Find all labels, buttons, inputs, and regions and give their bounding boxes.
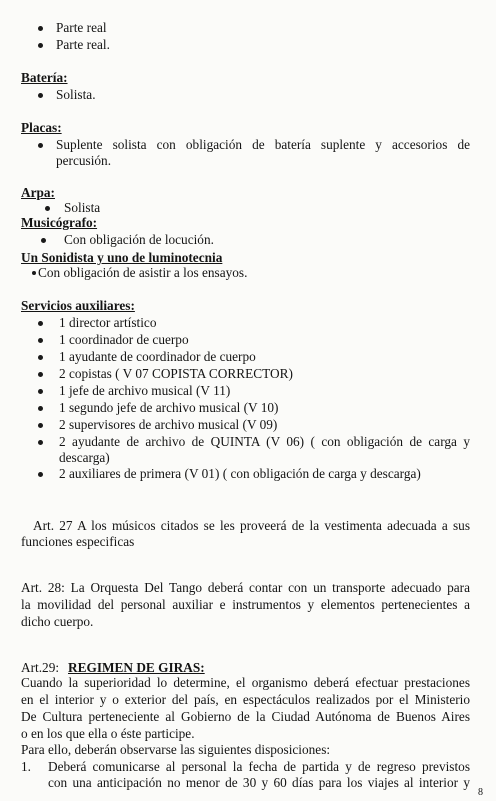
bullet — [38, 93, 43, 98]
section-heading-musicografo: Musicógrafo: — [21, 215, 98, 230]
bullet — [38, 406, 43, 411]
numbered-item-marker: 1. — [21, 759, 31, 774]
list-item: 1 jefe de archivo musical (V 11) — [59, 383, 231, 398]
bullet — [38, 423, 43, 428]
list-item: Solista — [64, 200, 101, 215]
page-number: 8 — [478, 787, 483, 798]
art29-line: De Cultura perteneciente al Gobierno de la Ciudad Autónoma de Buenos Aires — [21, 709, 470, 724]
section-heading-sonidista: Un Sonidista y uno de luminotecnia — [21, 250, 223, 265]
section-heading-giras: REGIMEN DE GIRAS: — [68, 660, 205, 675]
art29-line: Cuando la superioridad lo determine, el organismo deberá efectuar prestaciones — [21, 675, 470, 690]
section-heading-arpa: Arpa: — [21, 185, 55, 200]
list-item: Con obligación de locución. — [64, 232, 214, 247]
art29-label: Art.29: — [21, 660, 60, 675]
list-item: Con obligación de asistir a los ensayos. — [38, 265, 248, 280]
list-item: Suplente solista con obligación de batería suplente y accesorios de — [56, 137, 470, 152]
art28-line: dicho cuerpo. — [21, 614, 94, 629]
numbered-item-line: Deberá comunicarse al personal la fecha de partida y de regreso previstos — [48, 759, 470, 774]
bullet — [38, 338, 43, 343]
bullet — [38, 389, 43, 394]
list-item: 1 coordinador de cuerpo — [59, 332, 189, 347]
bullet — [41, 238, 46, 243]
bullet — [32, 271, 36, 275]
numbered-item-line: con una anticipación no menor de 30 y 60 días para los viajes al interior y — [48, 775, 470, 790]
art28-line: Art. 28: La Orquesta Del Tango deberá contar con un transporte adecuado para — [21, 580, 470, 595]
list-item-continuation: percusión. — [56, 153, 112, 168]
art29-line: o en los que ella o éste participe. — [21, 726, 195, 741]
section-heading-placas: Placas: — [21, 120, 62, 135]
art29-line: Para ello, deberán observarse las siguientes disposiciones: — [21, 742, 331, 757]
list-item: 1 director artístico — [59, 315, 157, 330]
bullet — [38, 355, 43, 360]
bullet — [38, 143, 43, 148]
art28-line: la movilidad del personal auxiliar e instrumentos y elementos pertenecientes a — [21, 597, 470, 612]
bullet — [38, 440, 43, 445]
art27-line: funciones especificas — [21, 534, 135, 549]
list-item: 2 copistas ( V 07 COPISTA CORRECTOR) — [59, 366, 293, 381]
list-item: Solista. — [56, 87, 96, 102]
list-item: 2 ayudante de archivo de QUINTA (V 06) ( con obligación de carga y — [59, 434, 470, 449]
bullet — [38, 372, 43, 377]
bullet — [38, 321, 43, 326]
list-item: Parte real. — [56, 37, 110, 52]
art27-line: Art. 27 A los músicos citados se les proveerá de la vestimenta adecuada a sus — [33, 518, 470, 533]
list-item: 2 supervisores de archivo musical (V 09) — [59, 417, 278, 432]
section-heading-servicios: Servicios auxiliares: — [21, 298, 135, 313]
bullet — [38, 26, 43, 31]
list-item: Parte real — [56, 20, 107, 35]
list-item: 1 ayudante de coordinador de cuerpo — [59, 349, 256, 364]
bullet — [38, 472, 43, 477]
list-item-continuation: descarga) — [59, 450, 110, 465]
list-item: 1 segundo jefe de archivo musical (V 10) — [59, 400, 279, 415]
art29-line: en el interior y o exterior del país, en espectáculos realizados por el Ministerio — [21, 692, 470, 707]
bullet — [38, 43, 43, 48]
section-heading-bateria: Batería: — [21, 70, 68, 85]
list-item: 2 auxiliares de primera (V 01) ( con obligación de carga y descarga) — [59, 466, 421, 481]
bullet — [45, 206, 50, 211]
